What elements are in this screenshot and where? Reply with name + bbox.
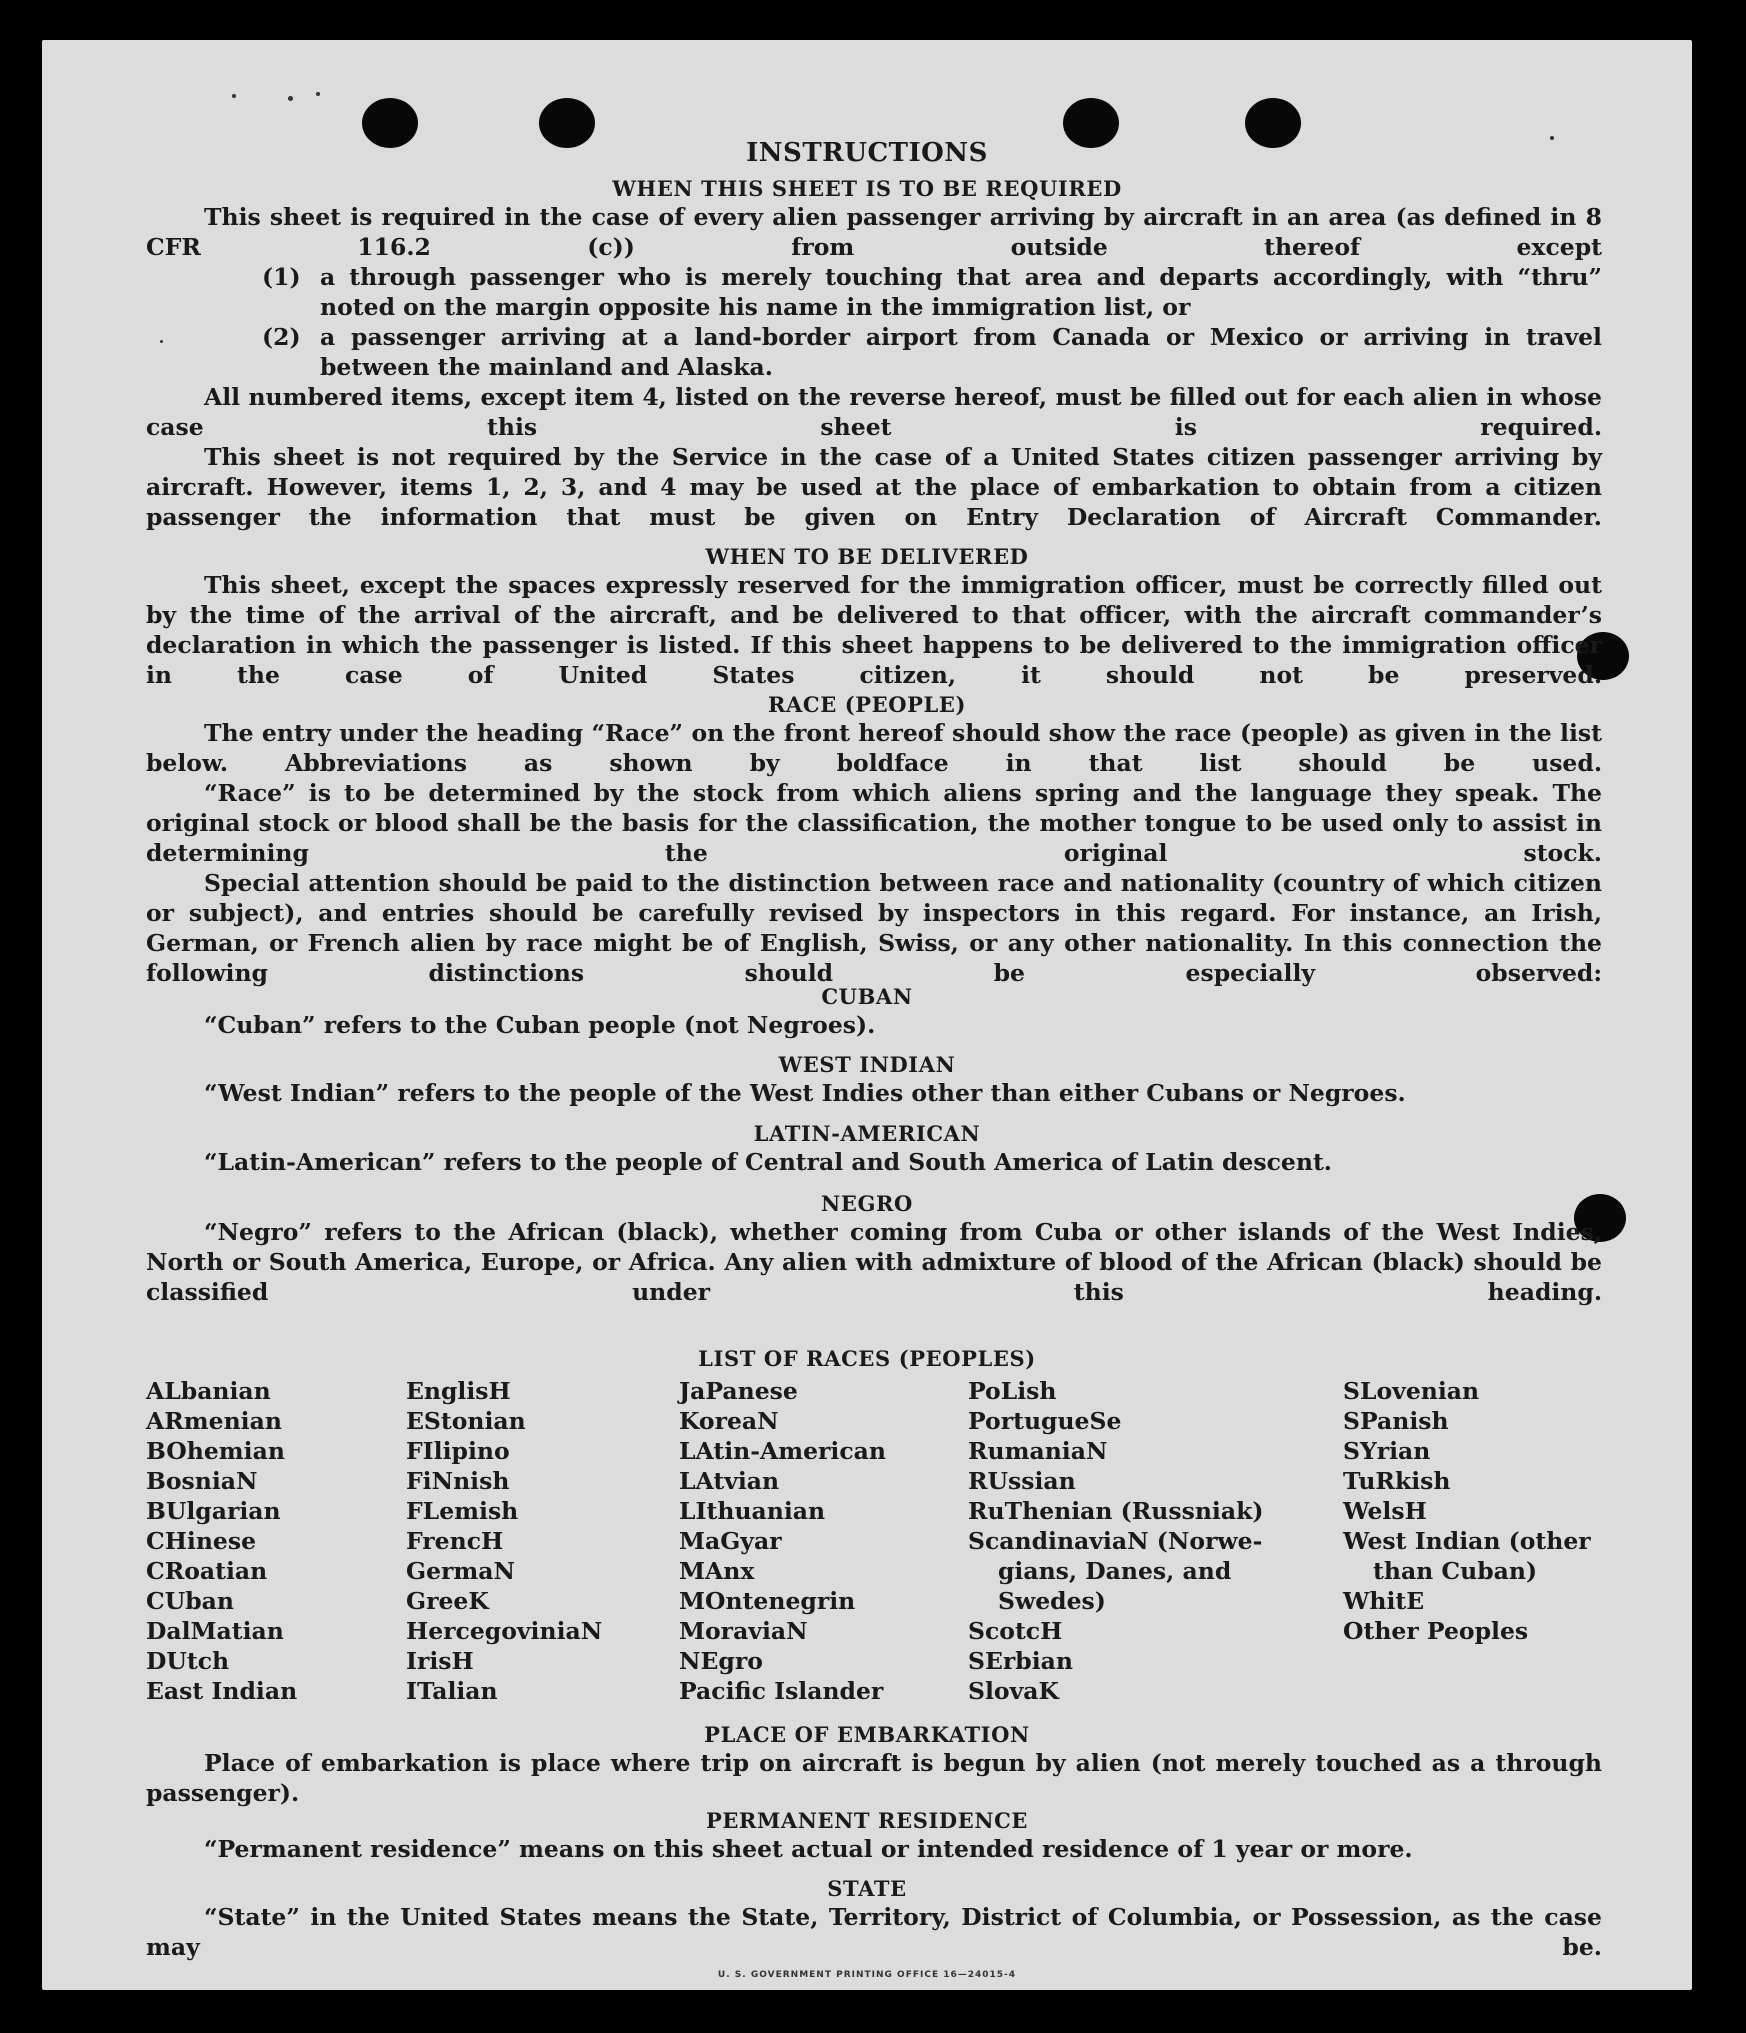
race-entry: MOntenegrin	[679, 1587, 856, 1615]
race-entry: MAnx	[679, 1557, 755, 1585]
race-entry: ARmenian	[146, 1407, 282, 1435]
race-entry: ScotcH	[968, 1617, 1063, 1645]
race-entry: Other Peoples	[1343, 1617, 1529, 1645]
race-entry: TuRkish	[1343, 1467, 1451, 1495]
race-entry: SlovaK	[968, 1677, 1059, 1705]
race-entry: FIlipino	[406, 1437, 510, 1465]
paragraph: Place of embarkation is place where trip on aircraft is begun by alien (not merely touched as a through passenger).	[146, 1749, 1602, 1807]
race-entry: than Cuban)	[1373, 1557, 1538, 1585]
race-entry: WhitE	[1343, 1587, 1425, 1615]
page-title: INSTRUCTIONS	[746, 138, 988, 168]
section-heading-latin-american: LATIN-AMERICAN	[753, 1121, 981, 1146]
race-entry: RumaniaN	[968, 1437, 1108, 1465]
race-entry: SPanish	[1343, 1407, 1449, 1435]
race-entry: LAtin-American	[679, 1437, 886, 1465]
item-text: a through passenger who is merely touching that area and departs accordingly, with “thru” noted on the margin opposite his name in the immigration list, or	[320, 263, 1602, 321]
item-text: a passenger arriving at a land-border airport from Canada or Mexico or arriving in travel between the mainland and Alaska.	[320, 323, 1602, 381]
race-entry: JaPanese	[679, 1377, 798, 1405]
section-heading-delivered: WHEN TO BE DELIVERED	[705, 544, 1029, 569]
races-column-1	[146, 1376, 297, 1706]
race-entry: HercegoviniaN	[406, 1617, 603, 1645]
race-entry: SErbian	[968, 1647, 1073, 1675]
race-entry: ALbanian	[146, 1377, 271, 1405]
race-entry: FiNnish	[406, 1467, 510, 1495]
race-entry: FLemish	[406, 1497, 519, 1525]
section-heading-west-indian: WEST INDIAN	[778, 1052, 956, 1077]
race-entry: ITalian	[406, 1677, 498, 1705]
section-heading-embarkation: PLACE OF EMBARKATION	[704, 1722, 1030, 1747]
race-entry: MaGyar	[679, 1527, 782, 1555]
race-entry: DalMatian	[146, 1617, 284, 1645]
race-entry: BosniaN	[146, 1467, 258, 1495]
paragraph: Special attention should be paid to the distinction between race and nationality (country of which citizen or subject), and entries should be carefully revised by inspectors in this regard. For instance, an Irish, German, or French alien by race might be of English, Swiss, or any other nationality. In this connection the following distinctions should be especially observed:	[146, 869, 1602, 987]
race-entry: SLovenian	[1343, 1377, 1480, 1405]
race-entry: PoLish	[968, 1377, 1057, 1405]
race-entry: CUban	[146, 1587, 234, 1615]
document-page	[42, 40, 1692, 1990]
numbered-item	[262, 262, 1602, 322]
section-heading-required: WHEN THIS SHEET IS TO BE REQUIRED	[612, 176, 1122, 201]
race-entry: Pacific Islander	[679, 1677, 884, 1705]
race-entry: RUssian	[968, 1467, 1076, 1495]
race-entry: GreeK	[406, 1587, 489, 1615]
race-entry: WelsH	[1343, 1497, 1427, 1525]
races-column-4	[968, 1376, 1263, 1706]
section-heading-races-list: LIST OF RACES (PEOPLES)	[698, 1346, 1036, 1371]
race-entry: East Indian	[146, 1677, 298, 1705]
race-entry: MoraviaN	[679, 1617, 808, 1645]
paragraph: This sheet is not required by the Service in the case of a United States citizen passenger arriving by aircraft. However, items 1, 2, 3, and 4 may be used at the place of embarkation to obtain from a citizen passenger the information that must be given on Entry Declaration of Aircraft Commander.	[146, 443, 1602, 531]
race-entry: RuThenian (Russniak)	[968, 1497, 1264, 1525]
section-heading-cuban: CUBAN	[821, 984, 913, 1009]
race-entry: DUtch	[146, 1647, 230, 1675]
race-entry: Swedes)	[998, 1587, 1106, 1615]
paragraph: “Cuban” refers to the Cuban people (not Negroes).	[204, 1011, 876, 1039]
section-heading-state: STATE	[827, 1876, 907, 1901]
numbered-item	[262, 322, 1602, 382]
race-entry: gians, Danes, and	[998, 1557, 1232, 1585]
race-entry: BUlgarian	[146, 1497, 281, 1525]
races-column-5	[1343, 1376, 1591, 1646]
printer-imprint: U. S. GOVERNMENT PRINTING OFFICE 16—24015-4	[717, 1970, 1017, 1980]
paragraph: The entry under the heading “Race” on the front hereof should show the race (people) as given in the list below. Abbreviations as shown by boldface in that list should be used.	[146, 719, 1602, 777]
section-heading-residence: PERMANENT RESIDENCE	[705, 1808, 1029, 1833]
section-heading-race: RACE (PEOPLE)	[767, 692, 967, 717]
race-entry: CHinese	[146, 1527, 257, 1555]
paragraph: “State” in the United States means the State, Territory, District of Columbia, or Possession, as the case may be.	[146, 1903, 1602, 1961]
race-entry: West Indian (other	[1343, 1527, 1591, 1555]
race-entry: SYrian	[1343, 1437, 1431, 1465]
race-entry: PortugueSe	[968, 1407, 1122, 1435]
paragraph: This sheet, except the spaces expressly reserved for the immigration officer, must be correctly filled out by the time of the arrival of the aircraft, and be delivered to that officer, with the aircraft commander’s declaration in which the passenger is listed. If this sheet happens to be delivered to the immigration officer in the case of United States citizen, it should not be preserved.	[146, 571, 1602, 689]
paragraph: “West Indian” refers to the people of the West Indies other than either Cubans or Negroes.	[204, 1079, 1406, 1107]
section-heading-negro: NEGRO	[821, 1191, 913, 1216]
paragraph: This sheet is required in the case of every alien passenger arriving by aircraft in an area (as defined in 8 CFR 116.2 (c)) from outside thereof except	[146, 203, 1602, 261]
races-column-3	[679, 1376, 886, 1706]
race-entry: NEgro	[679, 1647, 763, 1675]
races-column-2	[406, 1376, 602, 1706]
paragraph: “Race” is to be determined by the stock from which aliens spring and the language they speak. The original stock or blood shall be the basis for the classification, the mother tongue to be used only to assist in determining the original stock.	[146, 779, 1602, 867]
paragraph: “Permanent residence” means on this sheet actual or intended residence of 1 year or more.	[204, 1835, 1413, 1863]
race-entry: LAtvian	[679, 1467, 780, 1495]
race-entry: KoreaN	[679, 1407, 779, 1435]
paragraph: “Negro” refers to the African (black), whether coming from Cuba or other islands of the West Indies, North or South America, Europe, or Africa. Any alien with admixture of blood of the African (black) should be classified under this heading.	[146, 1218, 1602, 1306]
race-entry: FrencH	[406, 1527, 504, 1555]
race-entry: BOhemian	[146, 1437, 285, 1465]
paragraph: All numbered items, except item 4, listed on the reverse hereof, must be filled out for each alien in whose case this sheet is required.	[146, 383, 1602, 441]
race-entry: IrisH	[406, 1647, 474, 1675]
race-entry: ScandinaviaN (Norwe-	[968, 1527, 1263, 1555]
race-entry: EnglisH	[406, 1377, 511, 1405]
race-entry: GermaN	[406, 1557, 515, 1585]
race-entry: EStonian	[406, 1407, 526, 1435]
item-number: (1)	[262, 263, 301, 291]
race-entry: CRoatian	[146, 1557, 268, 1585]
item-number: (2)	[262, 323, 301, 351]
paragraph: “Latin-American” refers to the people of Central and South America of Latin descent.	[204, 1148, 1332, 1176]
race-entry: LIthuanian	[679, 1497, 826, 1525]
